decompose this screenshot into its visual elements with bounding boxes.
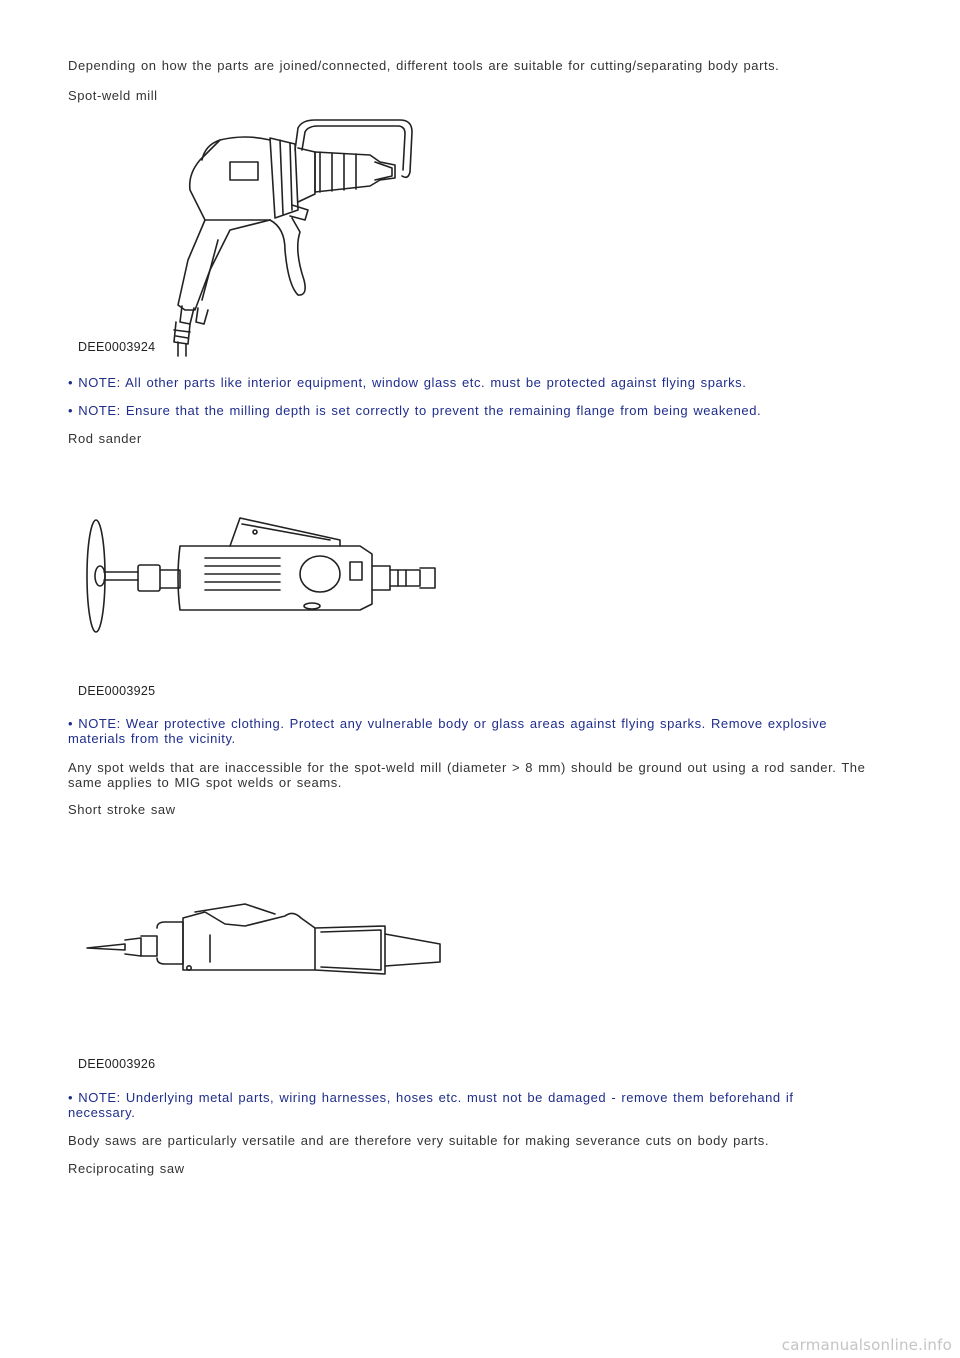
intro-paragraph: Depending on how the parts are joined/connected, different tools are suitable for cutting/separating body parts. <box>68 58 780 73</box>
spot-weld-mill-illustration <box>70 110 430 360</box>
figure-id-dee0003925: DEE0003925 <box>78 684 156 698</box>
watermark: carmanualsonline.info <box>781 1336 952 1354</box>
short-stroke-saw-illustration <box>85 900 455 990</box>
section-title-short-stroke-saw: Short stroke saw <box>68 802 176 817</box>
figure-id-dee0003924: DEE0003924 <box>78 340 156 354</box>
rod-sander-illustration <box>80 510 460 640</box>
section-title-reciprocating-saw: Reciprocating saw <box>68 1161 185 1176</box>
spot-weld-mill-figure <box>70 110 430 360</box>
rod-sander-figure <box>80 510 460 640</box>
short-stroke-saw-body-text: Body saws are particularly versatile and are therefore very suitable for making severance cuts on body parts. <box>68 1133 769 1148</box>
note-protect-sparks: • NOTE: All other parts like interior equipment, window glass etc. must be protected against flying sparks. <box>68 375 747 390</box>
note-milling-depth: • NOTE: Ensure that the milling depth is set correctly to prevent the remaining flange from being weakened. <box>68 403 762 418</box>
section-title-spot-weld-mill: Spot-weld mill <box>68 88 158 103</box>
rod-sander-body-text: Any spot welds that are inaccessible for the spot-weld mill (diameter > 8 mm) should be ground out using a rod sander. The same applies to MIG spot welds or seams. <box>68 760 866 790</box>
section-title-rod-sander: Rod sander <box>68 431 142 446</box>
figure-id-dee0003926: DEE0003926 <box>78 1057 156 1071</box>
note-protective-clothing: • NOTE: Wear protective clothing. Protect any vulnerable body or glass areas against flying sparks. Remove explosive materials from the vicinity. <box>68 716 827 746</box>
note-underlying-parts: • NOTE: Underlying metal parts, wiring harnesses, hoses etc. must not be damaged - remove them beforehand if necessary. <box>68 1090 794 1120</box>
short-stroke-saw-figure <box>85 900 455 990</box>
